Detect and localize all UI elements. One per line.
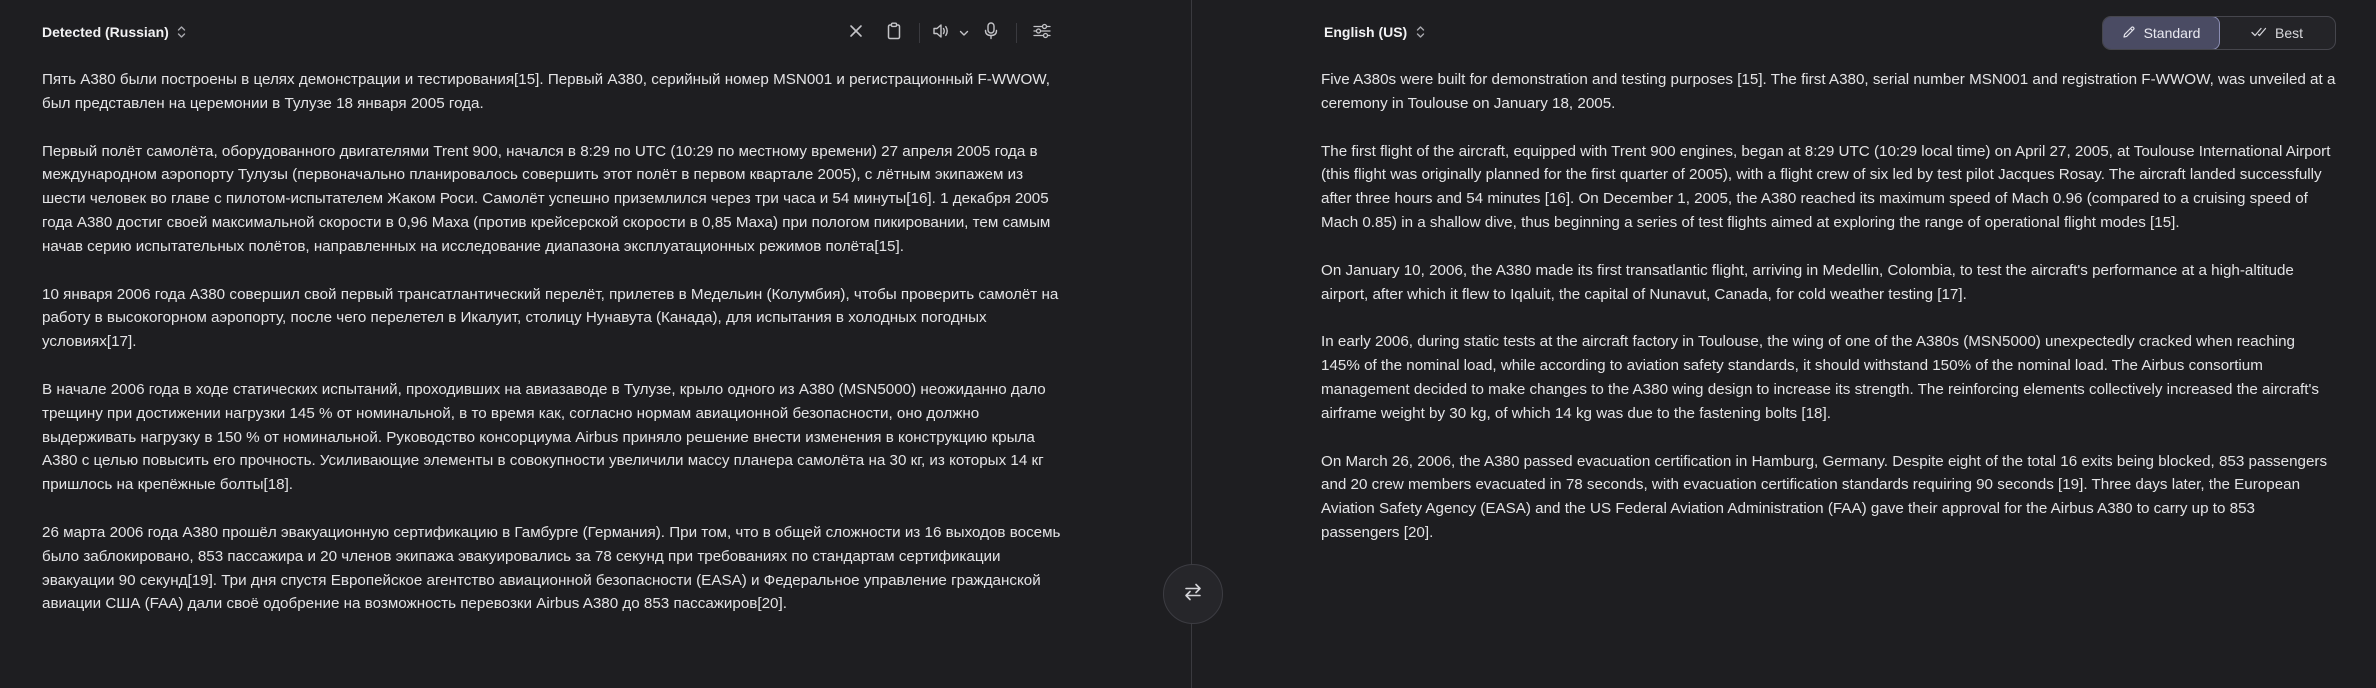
- clear-button[interactable]: [837, 18, 875, 48]
- speak-options-button[interactable]: [956, 18, 972, 48]
- chevron-updown-icon: [1415, 25, 1425, 39]
- close-icon: [848, 23, 864, 44]
- source-paragraph: Пять A380 были построены в целях демонстрации и тестирования[15]. Первый A380, серийный номер MSN001 и регистрационный F-WWOW, был представлен на церемонии в Тулузе 18 января 2005 года.: [42, 71, 1051, 112]
- target-paragraph: In early 2006, during static tests at the aircraft factory in Toulouse, the wing of one of the A380s (MSN5000) unexpectedly cracked when reaching 145% of the nominal load, while according to aviation safety standards, it should withstand 150% of the nominal load. The Airbus consortium management decided to make changes to the A380 wing design to increase its strength. The reinforcing elements collectively increased the aircraft's airframe weight by 30 kg, of which 14 kg was due to the fastening bolts [18].: [1321, 333, 2319, 422]
- source-paragraph: 10 января 2006 года A380 совершил свой первый трансатлантический перелёт, прилетев в Медельин (Колумбия), чтобы проверить самолёт на работу в высокогорном аэропорту, после чего перелетел в Икалуит, столицу Нунавута (Канада), для испытания в холодных погодных условиях[17].: [42, 285, 1059, 351]
- clipboard-icon: [886, 22, 902, 45]
- best-mode-label: Best: [2274, 25, 2303, 41]
- settings-button[interactable]: [1023, 18, 1061, 48]
- microphone-icon: [984, 22, 998, 45]
- target-paragraph: The first flight of the aircraft, equipped with Trent 900 engines, began at 8:29 UTC (10:29 local time) on April 27, 2005, at Toulouse International Airport (this flight was originally planned for the first quarter of 2005), with a flight crew of six led by test pilot Jacques Rosay. The aircraft landed successfully after three hours and 54 minutes [16]. On December 1, 2005, the A380 reached its maximum speed of Mach 0.96 (compared to a cruising speed of Mach 0.85) in a shallow dive, thus beginning a series of test flights aimed at exploring the range of operational flight modes [15].: [1321, 142, 2331, 231]
- swap-arrows-icon: [1182, 581, 1204, 608]
- copy-button[interactable]: [875, 18, 913, 48]
- target-paragraph: Five A380s were built for demonstration and testing purposes [15]. The first A380, serial number MSN001 and registration F-WWOW, was unveiled at a ceremony in Toulouse on January 18, 2005.: [1321, 71, 2336, 112]
- pen-icon: [2122, 25, 2136, 42]
- target-paragraph: On March 26, 2006, the A380 passed evacuation certification in Hamburg, Germany. Despite eight of the total 16 exits being blocked, 853 passengers and 20 crew members evacuated in 78 seconds, with evacuation certification standards requiring 90 seconds [19]. Three days later, the European Aviation Safety Agency (EASA) and the US Federal Aviation Administration (FAA) gave their approval for the Airbus A380 to carry up to 853 passengers [20].: [1321, 452, 2328, 541]
- standard-mode-button[interactable]: [2102, 16, 2220, 50]
- source-paragraph: 26 марта 2006 года A380 прошёл эвакуационную сертификацию в Гамбурге (Германия). При том, что в общей сложности из 16 выходов восемь было заблокировано, 853 пассажира и 20 членов экипажа эвакуировались за 78 секунд при требованиях по стандартам сертификации эвакуации 90 секунд[19]. Три дня спустя Европейское агентство авиационной безопасности (EASA) и Федеральное управление гражданской авиации США (FAA) дали своё одобрение на возможность перевозки Airbus A380 до 853 пассажиров[20].: [42, 523, 1061, 613]
- translation-mode-toggle: [2102, 16, 2336, 50]
- speak-button[interactable]: [926, 18, 956, 48]
- speak-control: [926, 18, 972, 48]
- source-text-area[interactable]: [42, 68, 1062, 640]
- best-mode-button[interactable]: [2219, 17, 2335, 49]
- target-pane: [1192, 0, 2376, 688]
- speaker-icon: [932, 23, 950, 44]
- chevron-updown-icon: [177, 25, 187, 39]
- target-language-select[interactable]: [1324, 24, 1425, 40]
- target-text-area: [1321, 68, 2336, 569]
- target-paragraph: On January 10, 2006, the A380 made its first transatlantic flight, arriving in Medellin, Colombia, to test the aircraft's performance at a high-altitude airport, after which it flew to Iqaluit, the capital of Nunavut, Canada, for cold weather testing [17].: [1321, 261, 2294, 303]
- source-language-label: Detected (Russian): [42, 24, 169, 40]
- swap-languages-button[interactable]: [1163, 564, 1223, 624]
- source-paragraph: Первый полёт самолёта, оборудованного двигателями Trent 900, начался в 8:29 по UTC (10:29 по местному времени) 27 апреля 2005 года в международном аэропорту Тулузы (первоначально планировалось совершить этот полёт в первом квартале 2005), с лётным экипажем из шести человек во главе с пилотом-испытателем Жаком Роси. Самолёт успешно приземлился через три часа и 54 минуты[16]. 1 декабря 2005 года A380 достиг своей максимальной скорости в 0,96 Маха (против крейсерской скорости в 0,85 Маха) при пологом пикировании, тем самым начав серию испытательных полётов, направленных на исследование диапазона эксплуатационных режимов полёта[15].: [42, 142, 1051, 255]
- voice-input-button[interactable]: [972, 18, 1010, 48]
- standard-mode-label: Standard: [2143, 25, 2201, 41]
- chevron-down-icon: [959, 24, 969, 42]
- source-toolbar: [837, 18, 1061, 48]
- toolbar-divider: [1016, 23, 1017, 43]
- double-check-icon: [2251, 25, 2267, 41]
- sliders-icon: [1033, 23, 1051, 44]
- source-language-select[interactable]: [42, 24, 187, 40]
- source-paragraph: В начале 2006 года в ходе статических испытаний, проходивших на авиазаводе в Тулузе, крыло одного из A380 (MSN5000) неожиданно дало трещину при достижении нагрузки 145 % от номинальной, в то время как, согласно нормам авиационной безопасности, оно должно выдерживать нагрузку в 150 % от номинальной. Руководство консорциума Airbus приняло решение внести изменения в конструкцию крыла A380 с целью повысить его прочность. Усиливающие элементы в совокупности увеличили массу планера самолёта на 30 кг, из которых 14 кг пришлось на крепёжные болты[18].: [42, 380, 1046, 494]
- toolbar-divider: [919, 23, 920, 43]
- target-language-label: English (US): [1324, 24, 1408, 40]
